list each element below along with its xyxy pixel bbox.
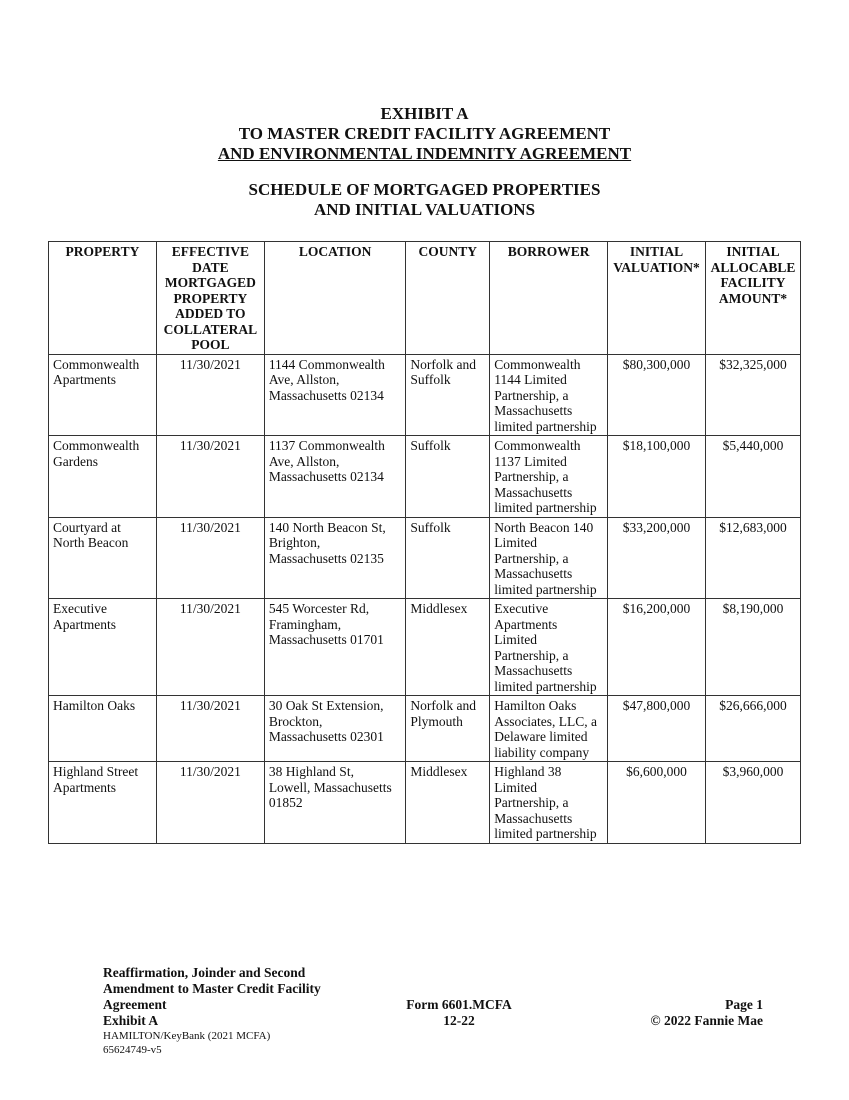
cell-county: Middlesex [406,599,490,696]
cell-property: Hamilton Oaks [49,696,157,762]
cell-county: Norfolk and Plymouth [406,696,490,762]
cell-county: Norfolk and Suffolk [406,354,490,436]
exhibit-subtitle-2: AND ENVIRONMENTAL INDEMNITY AGREEMENT [217,144,632,163]
cell-initial-valuation: $47,800,000 [608,696,706,762]
cell-initial-allocable-amount: $26,666,000 [705,696,800,762]
cell-initial-valuation: $33,200,000 [608,517,706,599]
cell-borrower: Commonwealth 1144 Limited Partnership, a Massachusetts limited partnership [490,354,608,436]
cell-property: Commonwealth Gardens [49,436,157,518]
table-row [49,354,801,436]
footer-form-number: Form 6601.MCFA 12-22 [406,997,512,1028]
cell-initial-valuation: $80,300,000 [608,354,706,436]
cell-location: 30 Oak St Extension, Brockton, Massachusetts 02301 [264,696,406,762]
copyright: © 2022 Fannie Mae [650,1013,763,1028]
exhibit-subtitle-1: TO MASTER CREDIT FACILITY AGREEMENT [238,124,611,143]
table-row [49,517,801,599]
header-effective-date: EFFECTIVE DATE MORTGAGED PROPERTY ADDED TO COLLATERAL POOL [156,242,264,355]
schedule-subtitle: AND INITIAL VALUATIONS [313,200,536,219]
page-number: Page 1 [725,997,763,1012]
table-row [49,696,801,762]
schedule-title: SCHEDULE OF MORTGAGED PROPERTIES [248,180,601,199]
table-row [49,762,801,844]
cell-initial-allocable-amount: $5,440,000 [705,436,800,518]
cell-effective-date: 11/30/2021 [156,696,264,762]
cell-effective-date: 11/30/2021 [156,436,264,518]
cell-county: Suffolk [406,436,490,518]
header-initial-allocable-amount: INITIAL ALLOCABLE FACILITY AMOUNT* [705,242,800,355]
table-row [49,436,801,518]
cell-county: Suffolk [406,517,490,599]
cell-property: Executive Apartments [49,599,157,696]
cell-effective-date: 11/30/2021 [156,762,264,844]
cell-property: Courtyard at North Beacon [49,517,157,599]
cell-initial-allocable-amount: $12,683,000 [705,517,800,599]
cell-location: 140 North Beacon St, Brighton, Massachusetts 02135 [264,517,406,599]
cell-initial-valuation: $18,100,000 [608,436,706,518]
cell-county: Middlesex [406,762,490,844]
cell-borrower: Highland 38 Limited Partnership, a Massachusetts limited partnership [490,762,608,844]
cell-initial-allocable-amount: $8,190,000 [705,599,800,696]
cell-effective-date: 11/30/2021 [156,517,264,599]
cell-borrower: North Beacon 140 Limited Partnership, a Massachusetts limited partnership [490,517,608,599]
header-county: COUNTY [406,242,490,355]
cell-location: 545 Worcester Rd, Framingham, Massachusetts 01701 [264,599,406,696]
cell-location: 1144 Commonwealth Ave, Allston, Massachusetts 02134 [264,354,406,436]
cell-property: Highland Street Apartments [49,762,157,844]
footer-page-info [613,997,763,1029]
footer-doc-ref: HAMILTON/KeyBank (2021 MCFA) [103,1030,271,1042]
header-borrower: BORROWER [490,242,608,355]
cell-property: Commonwealth Apartments [49,354,157,436]
exhibit-title: EXHIBIT A [380,104,469,123]
footer-doc-id: 65624749-v5 [103,1044,162,1056]
cell-borrower: Commonwealth 1137 Limited Partnership, a Massachusetts limited partnership [490,436,608,518]
cell-borrower: Hamilton Oaks Associates, LLC, a Delaware limited liability company [490,696,608,762]
cell-borrower: Executive Apartments Limited Partnership, a Massachusetts limited partnership [490,599,608,696]
mortgaged-properties-table [48,241,801,844]
exhibit-header [0,104,849,220]
cell-effective-date: 11/30/2021 [156,354,264,436]
cell-initial-allocable-amount: $32,325,000 [705,354,800,436]
header-initial-valuation: INITIAL VALUATION* [608,242,706,355]
cell-initial-allocable-amount: $3,960,000 [705,762,800,844]
cell-initial-valuation: $6,600,000 [608,762,706,844]
cell-location: 1137 Commonwealth Ave, Allston, Massachusetts 02134 [264,436,406,518]
header-location: LOCATION [264,242,406,355]
table-header-row [49,242,801,355]
table-row [49,599,801,696]
cell-location: 38 Highland St, Lowell, Massachusetts 01852 [264,762,406,844]
cell-initial-valuation: $16,200,000 [608,599,706,696]
header-property: PROPERTY [49,242,157,355]
footer-document-title: Reaffirmation, Joinder and Second Amendment to Master Credit Facility Agreement Exhibit A HAMILTON/KeyBank (2021 MCFA) 65624749-v5 [103,965,343,1057]
cell-effective-date: 11/30/2021 [156,599,264,696]
